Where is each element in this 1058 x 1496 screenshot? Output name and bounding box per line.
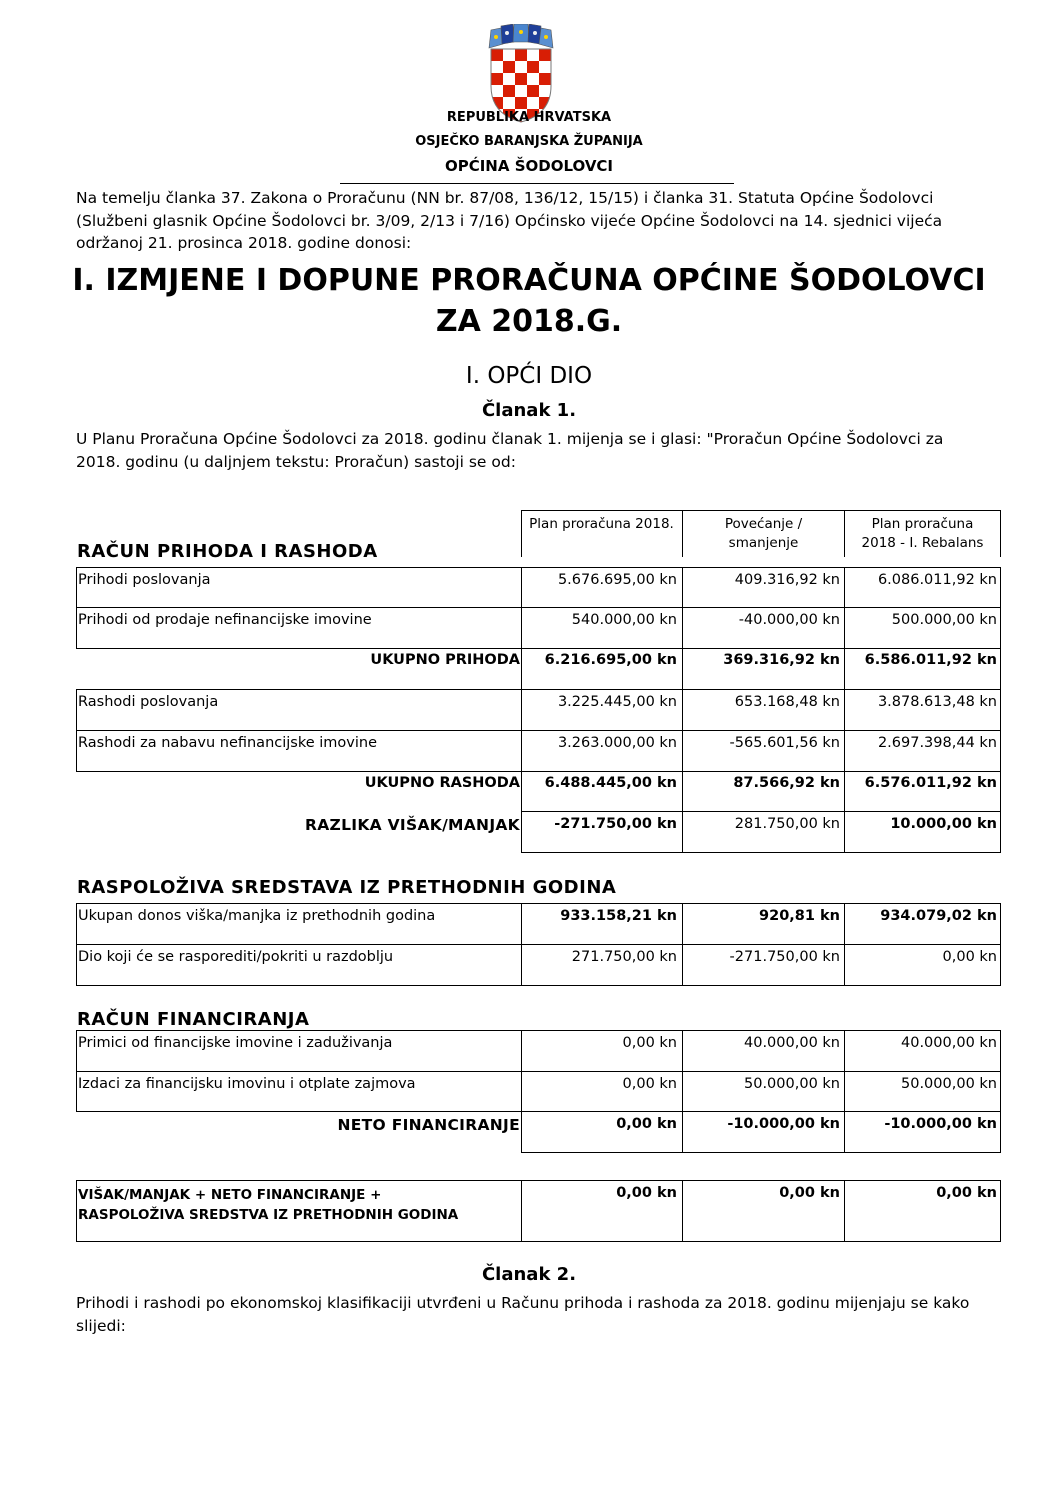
- cell-change: 50.000,00 kn: [744, 1076, 840, 1092]
- cell-plan: 3.225.445,00 kn: [557, 694, 677, 710]
- row-label: Primici od financijske imovine i zaduživanja: [78, 1035, 393, 1051]
- cell-plan: 933.158,21 kn: [560, 908, 677, 924]
- col-header-change-l2: smanjenje: [728, 535, 799, 551]
- title-line-1: I. IZMJENE I DOPUNE PRORAČUNA OPĆINE ŠODOLOVCI: [72, 263, 986, 298]
- cell-change: 40.000,00 kn: [744, 1035, 840, 1051]
- header-divider: [340, 183, 734, 184]
- title-line-2: ZA 2018.G.: [435, 304, 623, 339]
- article-1-heading: Članak 1.: [481, 400, 577, 421]
- cell-rebalans: 2.697.398,44 kn: [877, 735, 997, 751]
- total-expense-change: 87.566,92 kn: [733, 775, 840, 791]
- col-header-change: [683, 515, 844, 553]
- net-financing-rebalans: -10.000,00 kn: [884, 1116, 997, 1132]
- net-financing-change: -10.000,00 kn: [727, 1116, 840, 1132]
- cell-plan: 540.000,00 kn: [571, 612, 677, 628]
- total-expense-label: UKUPNO RASHODA: [364, 775, 520, 791]
- row-label: Rashodi za nabavu nefinancijske imovine: [78, 735, 377, 751]
- cell-change: 409.316,92 kn: [734, 572, 840, 588]
- cell-rebalans: 3.878.613,48 kn: [877, 694, 997, 710]
- net-financing-label: NETO FINANCIRANJE: [337, 1116, 520, 1134]
- final-row-label-l1: VIŠAK/MANJAK + NETO FINANCIRANJE +: [78, 1187, 382, 1203]
- row-label: Prihodi poslovanja: [78, 572, 211, 588]
- col-header-plan: Plan proračuna 2018.: [529, 516, 674, 532]
- coat-of-arms-icon: [486, 24, 556, 124]
- cell-rebalans: 0,00 kn: [942, 949, 997, 965]
- final-plan: 0,00 kn: [616, 1185, 677, 1201]
- cell-plan: 3.263.000,00 kn: [557, 735, 677, 751]
- cell-change: 653.168,48 kn: [734, 694, 840, 710]
- col-header-rebalans-l2: 2018 - I. Rebalans: [861, 535, 984, 551]
- col-header-change-l1: Povećanje /: [724, 516, 803, 532]
- difference-rebalans: 10.000,00 kn: [890, 816, 997, 832]
- final-rebalans: 0,00 kn: [936, 1185, 997, 1201]
- article-2-heading: Članak 2.: [481, 1264, 577, 1285]
- cell-plan: 271.750,00 kn: [571, 949, 677, 965]
- cell-plan: 0,00 kn: [622, 1076, 677, 1092]
- article-1-text: U Planu Proračuna Općine Šodolovci za 2018. godinu članak 1. mijenja se i glasi: "Proračun Općine Šodolovci za 2018. godinu (u daljnjem tekstu: Proračun) sastoji se od:: [76, 430, 944, 471]
- final-row-label-l2: RASPOLOŽIVA SREDSTVA IZ PRETHODNIH GODINA: [78, 1207, 459, 1223]
- republic-heading: REPUBLIKA HRVATSKA: [446, 110, 612, 125]
- row-label: Ukupan donos viška/manjka iz prethodnih godina: [78, 908, 436, 924]
- row-label: Prihodi od prodaje nefinancijske imovine: [78, 612, 372, 628]
- cell-change: 920,81 kn: [759, 908, 840, 924]
- total-income-plan: 6.216.695,00 kn: [544, 652, 677, 668]
- section-heading: I. OPĆI DIO: [465, 363, 593, 389]
- difference-label: RAZLIKA VIŠAK/MANJAK: [305, 816, 520, 834]
- total-income-label: UKUPNO PRIHODA: [370, 652, 520, 668]
- cell-rebalans: 6.086.011,92 kn: [877, 572, 997, 588]
- row-label: Dio koji će se rasporediti/pokriti u razdoblju: [78, 949, 394, 965]
- total-expense-rebalans: 6.576.011,92 kn: [864, 775, 997, 791]
- cell-rebalans: 40.000,00 kn: [901, 1035, 997, 1051]
- difference-plan: -271.750,00 kn: [554, 816, 677, 832]
- cell-plan: 0,00 kn: [622, 1035, 677, 1051]
- section-title-available-funds: RASPOLOŽIVA SREDSTAVA IZ PRETHODNIH GODINA: [77, 877, 617, 898]
- municipality-heading: OPĆINA ŠODOLOVCI: [444, 157, 614, 175]
- final-change: 0,00 kn: [779, 1185, 840, 1201]
- cell-change: -40.000,00 kn: [738, 612, 840, 628]
- document-title: [0, 260, 1058, 342]
- intro-paragraph: Na temelju članka 37. Zakona o Proračunu (NN br. 87/08, 136/12, 15/15) i članka 31. Statuta Općine Šodolovci (Službeni glasnik Općine Šodolovci br. 3/09, 2/13 i 7/16) Općinsko vijeće Općine Šodolovci na 14. sjednici vijeća održanoj 21. prosinca 2018. godine donosi:: [76, 189, 943, 252]
- row-label: Izdaci za financijsku imovinu i otplate zajmova: [78, 1076, 416, 1092]
- section-title-income-expense: RAČUN PRIHODA I RASHODA: [77, 541, 378, 562]
- county-heading: OSJEČKO BARANJSKA ŽUPANIJA: [415, 134, 643, 149]
- difference-change: 281.750,00 kn: [734, 816, 840, 832]
- cell-rebalans: 500.000,00 kn: [891, 612, 997, 628]
- total-expense-plan: 6.488.445,00 kn: [544, 775, 677, 791]
- cell-rebalans: 50.000,00 kn: [901, 1076, 997, 1092]
- row-label: Rashodi poslovanja: [78, 694, 219, 710]
- article-2-text: Prihodi i rashodi po ekonomskoj klasifikaciji utvrđeni u Računu prihoda i rashoda za 2018. godinu mijenjaju se kako slijedi:: [76, 1294, 970, 1335]
- col-header-rebalans: [845, 515, 1000, 553]
- total-income-change: 369.316,92 kn: [723, 652, 840, 668]
- cell-plan: 5.676.695,00 kn: [557, 572, 677, 588]
- section-title-financing: RAČUN FINANCIRANJA: [77, 1009, 310, 1030]
- cell-change: -271.750,00 kn: [729, 949, 840, 965]
- col-header-rebalans-l1: Plan proračuna: [871, 516, 974, 532]
- final-row-label: [78, 1185, 518, 1225]
- cell-change: -565.601,56 kn: [729, 735, 840, 751]
- total-income-rebalans: 6.586.011,92 kn: [864, 652, 997, 668]
- net-financing-plan: 0,00 kn: [616, 1116, 677, 1132]
- cell-rebalans: 934.079,02 kn: [880, 908, 997, 924]
